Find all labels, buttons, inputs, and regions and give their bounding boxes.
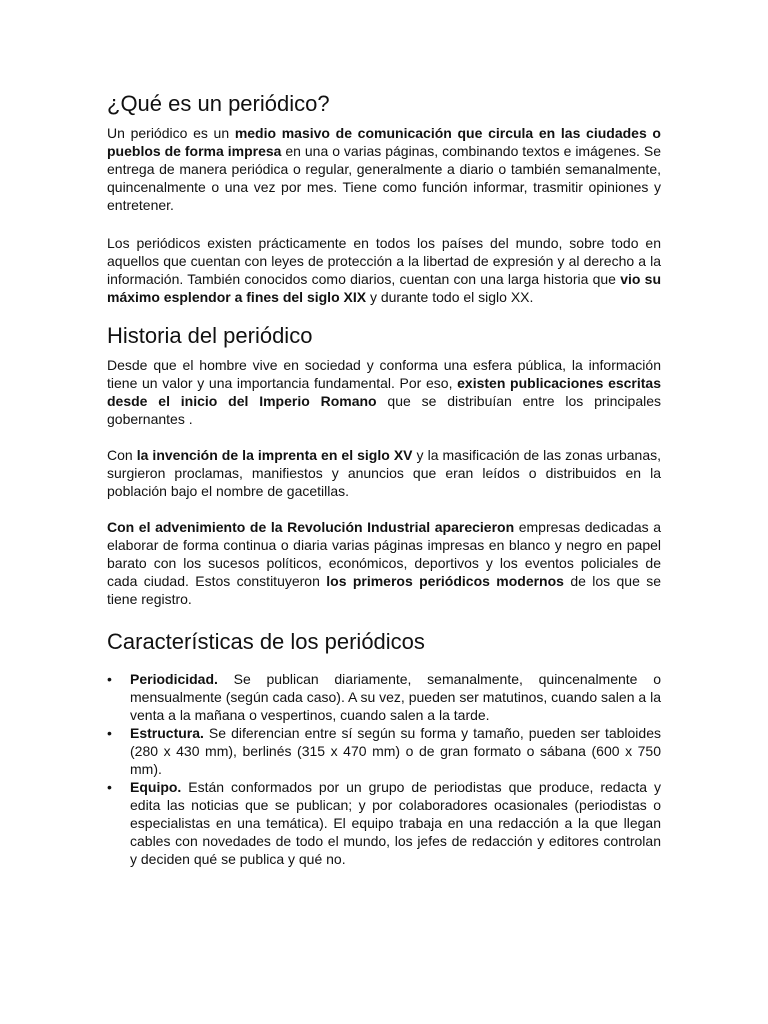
paragraph-definicion: Un periódico es un medio masivo de comunicación que circula en las ciudades o pueblos de forma impresa en una o varias páginas, combinando textos e imágenes. Se entrega de manera periódica o regular, generalmente a diario o también semanalmente, quincenalmente o una vez por mes. Tiene como función informar, trasmitir opiniones y entretener. — [107, 125, 661, 213]
bullet-icon: • — [107, 779, 112, 795]
paragraph-historia-3: Con el advenimiento de la Revolución Industrial aparecieron empresas dedicadas a elaborar de forma continua o diaria varias páginas impresas en blanco y negro en papel barato con los sucesos políticos, económicos, deportivos y los eventos policiales de cada ciudad. Estos constituyeron los primeros periódicos modernos de los que se tiene registro. — [107, 519, 662, 607]
list-item-equipo: • Equipo. Están conformados por un grupo de periodistas que produce, redacta y edita las noticias que se publican; y por colaboradores ocasionales (periodistas o especialistas en una temática). El equipo trabaja en una redacción a la que llegan cables con novedades de todo el mundo, los jefes de redacción y editores controlan y deciden qué se publica y qué no. — [107, 779, 661, 867]
document-body — [107, 90, 661, 868]
paragraph-historia-2: Con la invención de la imprenta en el siglo XV y la masificación de las zonas urbanas, surgieron proclamas, manifiestos y anuncios que eran leídos o distribuidos en la población bajo el nombre de gacetillas. — [107, 447, 661, 499]
heading-que-es: ¿Qué es un periódico? — [107, 91, 330, 116]
heading-historia: Historia del periódico — [107, 323, 313, 348]
caracteristicas-list — [107, 670, 661, 868]
bullet-icon: • — [107, 671, 112, 687]
list-item-periodicidad: • Periodicidad. Se publican diariamente, semanalmente, quincenalmente o mensualmente (según cada caso). A su vez, pueden ser matutinos, cuando salen a la venta a la mañana o vespertinos, cuando salen a la tarde. — [107, 671, 661, 723]
paragraph-existencia: Los periódicos existen prácticamente en todos los países del mundo, sobre todo en aquellos que cuentan con leyes de protección a la libertad de expresión y al derecho a la información. También conocidos como diarios, cuentan con una larga historia que vio su máximo esplendor a fines del siglo XIX y durante todo el siglo XX. — [107, 235, 661, 305]
heading-caracteristicas: Características de los periódicos — [107, 629, 425, 654]
bullet-icon: • — [107, 725, 112, 741]
list-item-estructura: • Estructura. Se diferencian entre sí según su forma y tamaño, pueden ser tabloides (280 x 430 mm), berlinés (315 x 470 mm) o de gran formato o sábana (600 x 750 mm). — [107, 725, 661, 777]
paragraph-historia-1: Desde que el hombre vive en sociedad y conforma una esfera pública, la información tiene un valor y una importancia fundamental. Por eso, existen publicaciones escritas desde el inicio del Imperio Romano que se distribuían entre los principales gobernantes . — [107, 357, 662, 427]
